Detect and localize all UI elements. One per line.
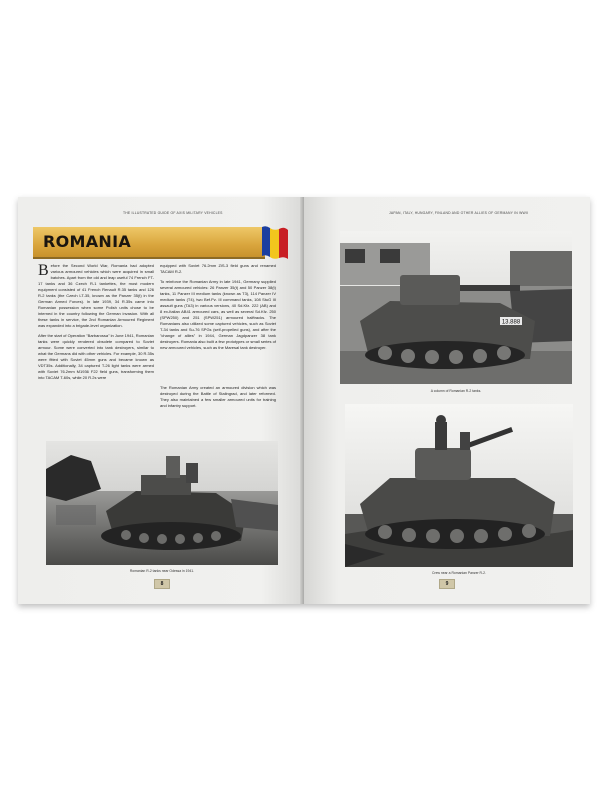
paragraph: The Romanian Army created an armoured division which was destroyed during the Battle of Stalingrad, and later reformed. They also maintained a few smaller armoured units for training and infantry support. [160, 385, 276, 408]
photo-column-of-r2-tanks [340, 231, 572, 384]
section-title: ROMANIA [43, 232, 132, 251]
running-head-left: THE ILLUSTRATED GUIDE OF AXIS MILITARY VEHICLES [123, 211, 223, 215]
page-number-left: 8 [154, 579, 170, 589]
paragraph: equipped with Soviet 76.2mm ZiS-3 field guns and renamed TACAM R-2. [160, 263, 276, 274]
photo-crew-near-r2 [345, 404, 573, 567]
photo-caption-bottom: Crew near a Romanian Panzer R-2. [432, 571, 486, 575]
paragraph: efore the Second World War, Romania had adopted various armoured vehicles which were acquired in small batches. Apart from the old and leap useful 74 French FT-17 tanks and 36 Czech R-1 tankettes, the most modern equipment consisted of 41 French Renault R.35 tanks and 126 R-2 tanks (the Czech LT-35, known as the Panzer 35(t) in the German Armed Forces). In late 1939, 34 R.35s came into Romanian possession when some Polish units chose to be interned in the country following the German invasion. With all these tanks in service, the 2nd Romanian Armoured Regiment was expanded into a brigade-level organization. [38, 263, 154, 328]
tank-number-plate: 13.888 [501, 319, 521, 326]
magazine-spread [18, 197, 590, 604]
drop-cap: B [38, 262, 49, 279]
paragraph: After the start of Operation "Barbarossa" in June 1941, Romanian tanks were quickly rendered obsolete compared to Soviet armour. Some were converted into tank destroyers, similar to what the Germans did with other vehicles. For example, 30 R.35s were fitted with Soviet 45mm guns and became known as VDT35s. Additionally, 34 captured T-26 light tanks were armed with Soviet 76.2mm M1936 F22 field guns, transforming them into TACAM T-60s, while 20 R.2s were [38, 333, 155, 380]
section-title-bar [33, 227, 265, 259]
photo-romanian-tanks-odessa [46, 441, 278, 565]
romania-flag-icon [260, 223, 290, 261]
text-column-2 [160, 263, 276, 355]
running-head-right: JAPAN, ITALY, HUNGARY, FINLAND AND OTHER ALLIES OF GERMANY IN WWII [389, 211, 529, 215]
photo-caption-top: A column of Romanian R-2 tanks. [430, 389, 482, 393]
right-page [304, 197, 590, 604]
text-column-2-continued [160, 385, 276, 409]
paragraph: To reinforce the Romanian Army in late 1941, Germany supplied several armoured vehicles: 26 Panzer 35(t) and 50 Panzer 38(t) tanks, 11 Panzer III medium tanks (known as T3), 114 Panzer IV medium tanks (T4), two Bef.Pz. III command tanks, 108 StuG III assault guns (TA3) in various versions, 40 Sd.Kfz. 222 (AB) and 8 ex-Italian AB41 armoured cars, as well as several Sd.Kfz. 250 (SPW250) and 251 (SPW251) armoured halftracks. The Romanians also utilized some captured vehicles, such as Soviet T-34 tanks and Su-76 SPGs (self-propelled guns), and after the "change of allies" in 1944, German Jagdpanzer 38 tank destroyers. Romania also built a few prototypes or small series of new armoured vehicles, such as the Maresal tank destroyer. [160, 279, 276, 350]
photo-caption: Romanian R-2 tanks near Odessa in 1941. [129, 569, 195, 573]
text-column-1 [38, 263, 154, 385]
page-number-right: 9 [439, 579, 455, 589]
